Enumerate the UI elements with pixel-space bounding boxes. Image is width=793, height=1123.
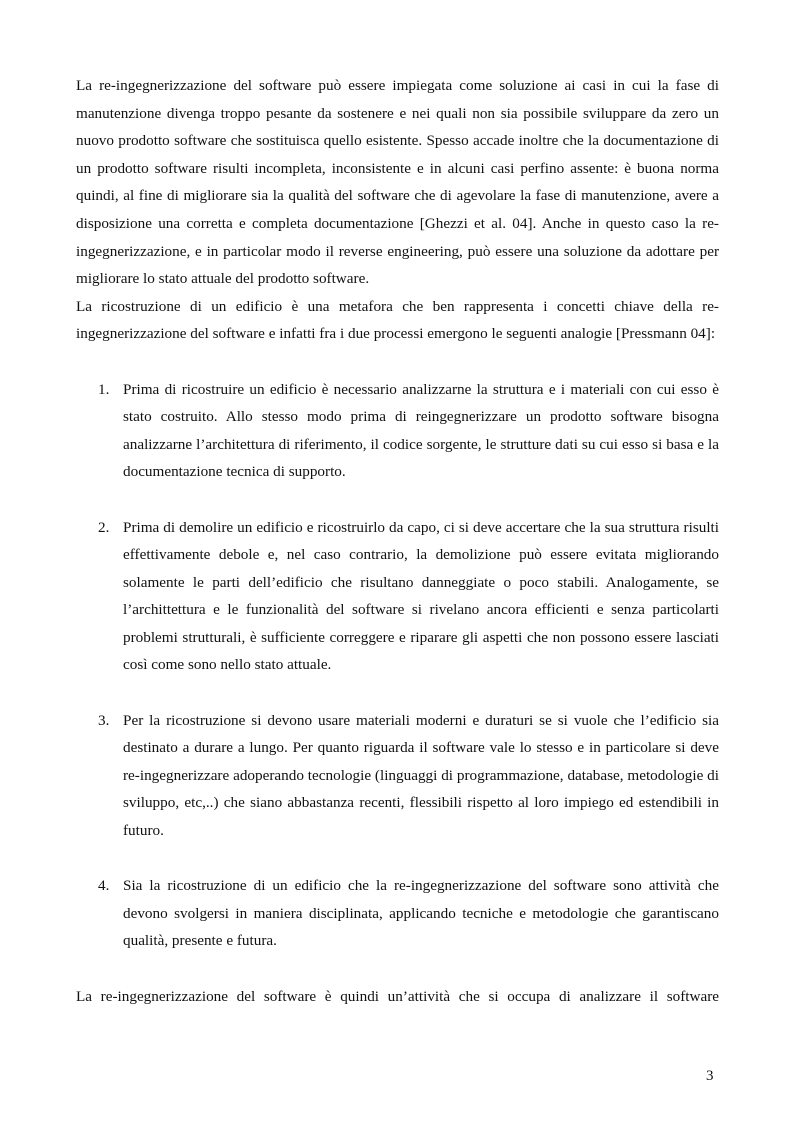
list-item-text: Sia la ricostruzione di un edificio che la re-ingegnerizzazione del software sono attività che devono svolgersi in maniera disciplinata, applicando tecniche e metodologie che garantiscano qualità, presente e futura. <box>123 877 719 950</box>
spacer <box>76 679 719 707</box>
list-item <box>76 514 719 680</box>
spacer <box>76 348 719 376</box>
intro-paragraph-2: La ricostruzione di un edificio è una metafora che ben rappresenta i concetti chiave della re-ingegnerizzazione del software e infatti fra i due processi emergono le seguenti analogie [Pressmann 04]: <box>76 297 719 343</box>
list-item-number: 1. <box>98 380 110 398</box>
list-item-text: Prima di demolire un edificio e ricostruirlo da capo, ci si deve accertare che la sua struttura risulti effettivamente debole e, nel caso contrario, la demolizione può essere evitata migliorando solamente le parti dell’edificio che risultano danneggiate o poco stabili. Analogamente, se l’archittettura e le funzionalità del software si rivelano ancora efficienti e senza particolarti problemi strutturali, è sufficiente correggere e riparare gli aspetti che non possono essere lasciati così come sono nello stato attuale. <box>123 518 719 674</box>
list-item-number: 4. <box>98 877 110 895</box>
document-page <box>76 72 719 1010</box>
list-item <box>76 872 719 955</box>
list-item <box>76 707 719 845</box>
analogies-list <box>76 376 719 955</box>
list-item-text: Prima di ricostruire un edificio è necessario analizzarne la struttura e i materiali con cui esso è stato costruito. Allo stesso modo prima di reingegnerizzare un prodotto software bisogna analizzarne l’architettura di riferimento, il codice sorgente, le strutture dati su cui esso si basa e la documentazione tecnica di supporto. <box>123 380 719 481</box>
list-item-number: 2. <box>98 518 110 536</box>
list-item-number: 3. <box>98 711 110 729</box>
page-number: 3 <box>706 1068 714 1084</box>
intro-paragraph-1: La re-ingegnerizzazione del software può essere impiegata come soluzione ai casi in cui la fase di manutenzione divenga troppo pesante da sostenere e nei quali non sia possibile sviluppare da zero un nuovo prodotto software che sostituisca quello esistente. Spesso accade inoltre che la documentazione di un prodotto software risulti incompleta, inconsistente e in alcuni casi perfino assente: è buona norma quindi, al fine di migliorare sia la qualità del software che di agevolare la fase di manutenzione, avere a disposizione una corretta e completa documentazione [Ghezzi et al. 04]. Anche in questo caso la re-ingegnerizzazione, e in particolar modo il reverse engineering, può essere una soluzione da adottare per migliorare lo stato attuale del prodotto software. <box>76 77 719 288</box>
spacer <box>76 955 719 983</box>
closing-paragraph: La re-ingegnerizzazione del software è quindi un’attività che si occupa di analizzare il software <box>76 987 719 1005</box>
list-item-text: Per la ricostruzione si devono usare materiali moderni e duraturi se si vuole che l’edificio sia destinato a durare a lungo. Per quanto riguarda il software vale lo stesso e in particolare si deve re-ingegnerizzare adoperando tecnologie (linguaggi di programmazione, database, metodologie di sviluppo, etc,..) che siano abbastanza recenti, flessibili rispetto al loro impiego ed estendibili in futuro. <box>123 711 719 840</box>
list-item <box>76 376 719 486</box>
spacer <box>76 845 719 873</box>
spacer <box>76 486 719 514</box>
